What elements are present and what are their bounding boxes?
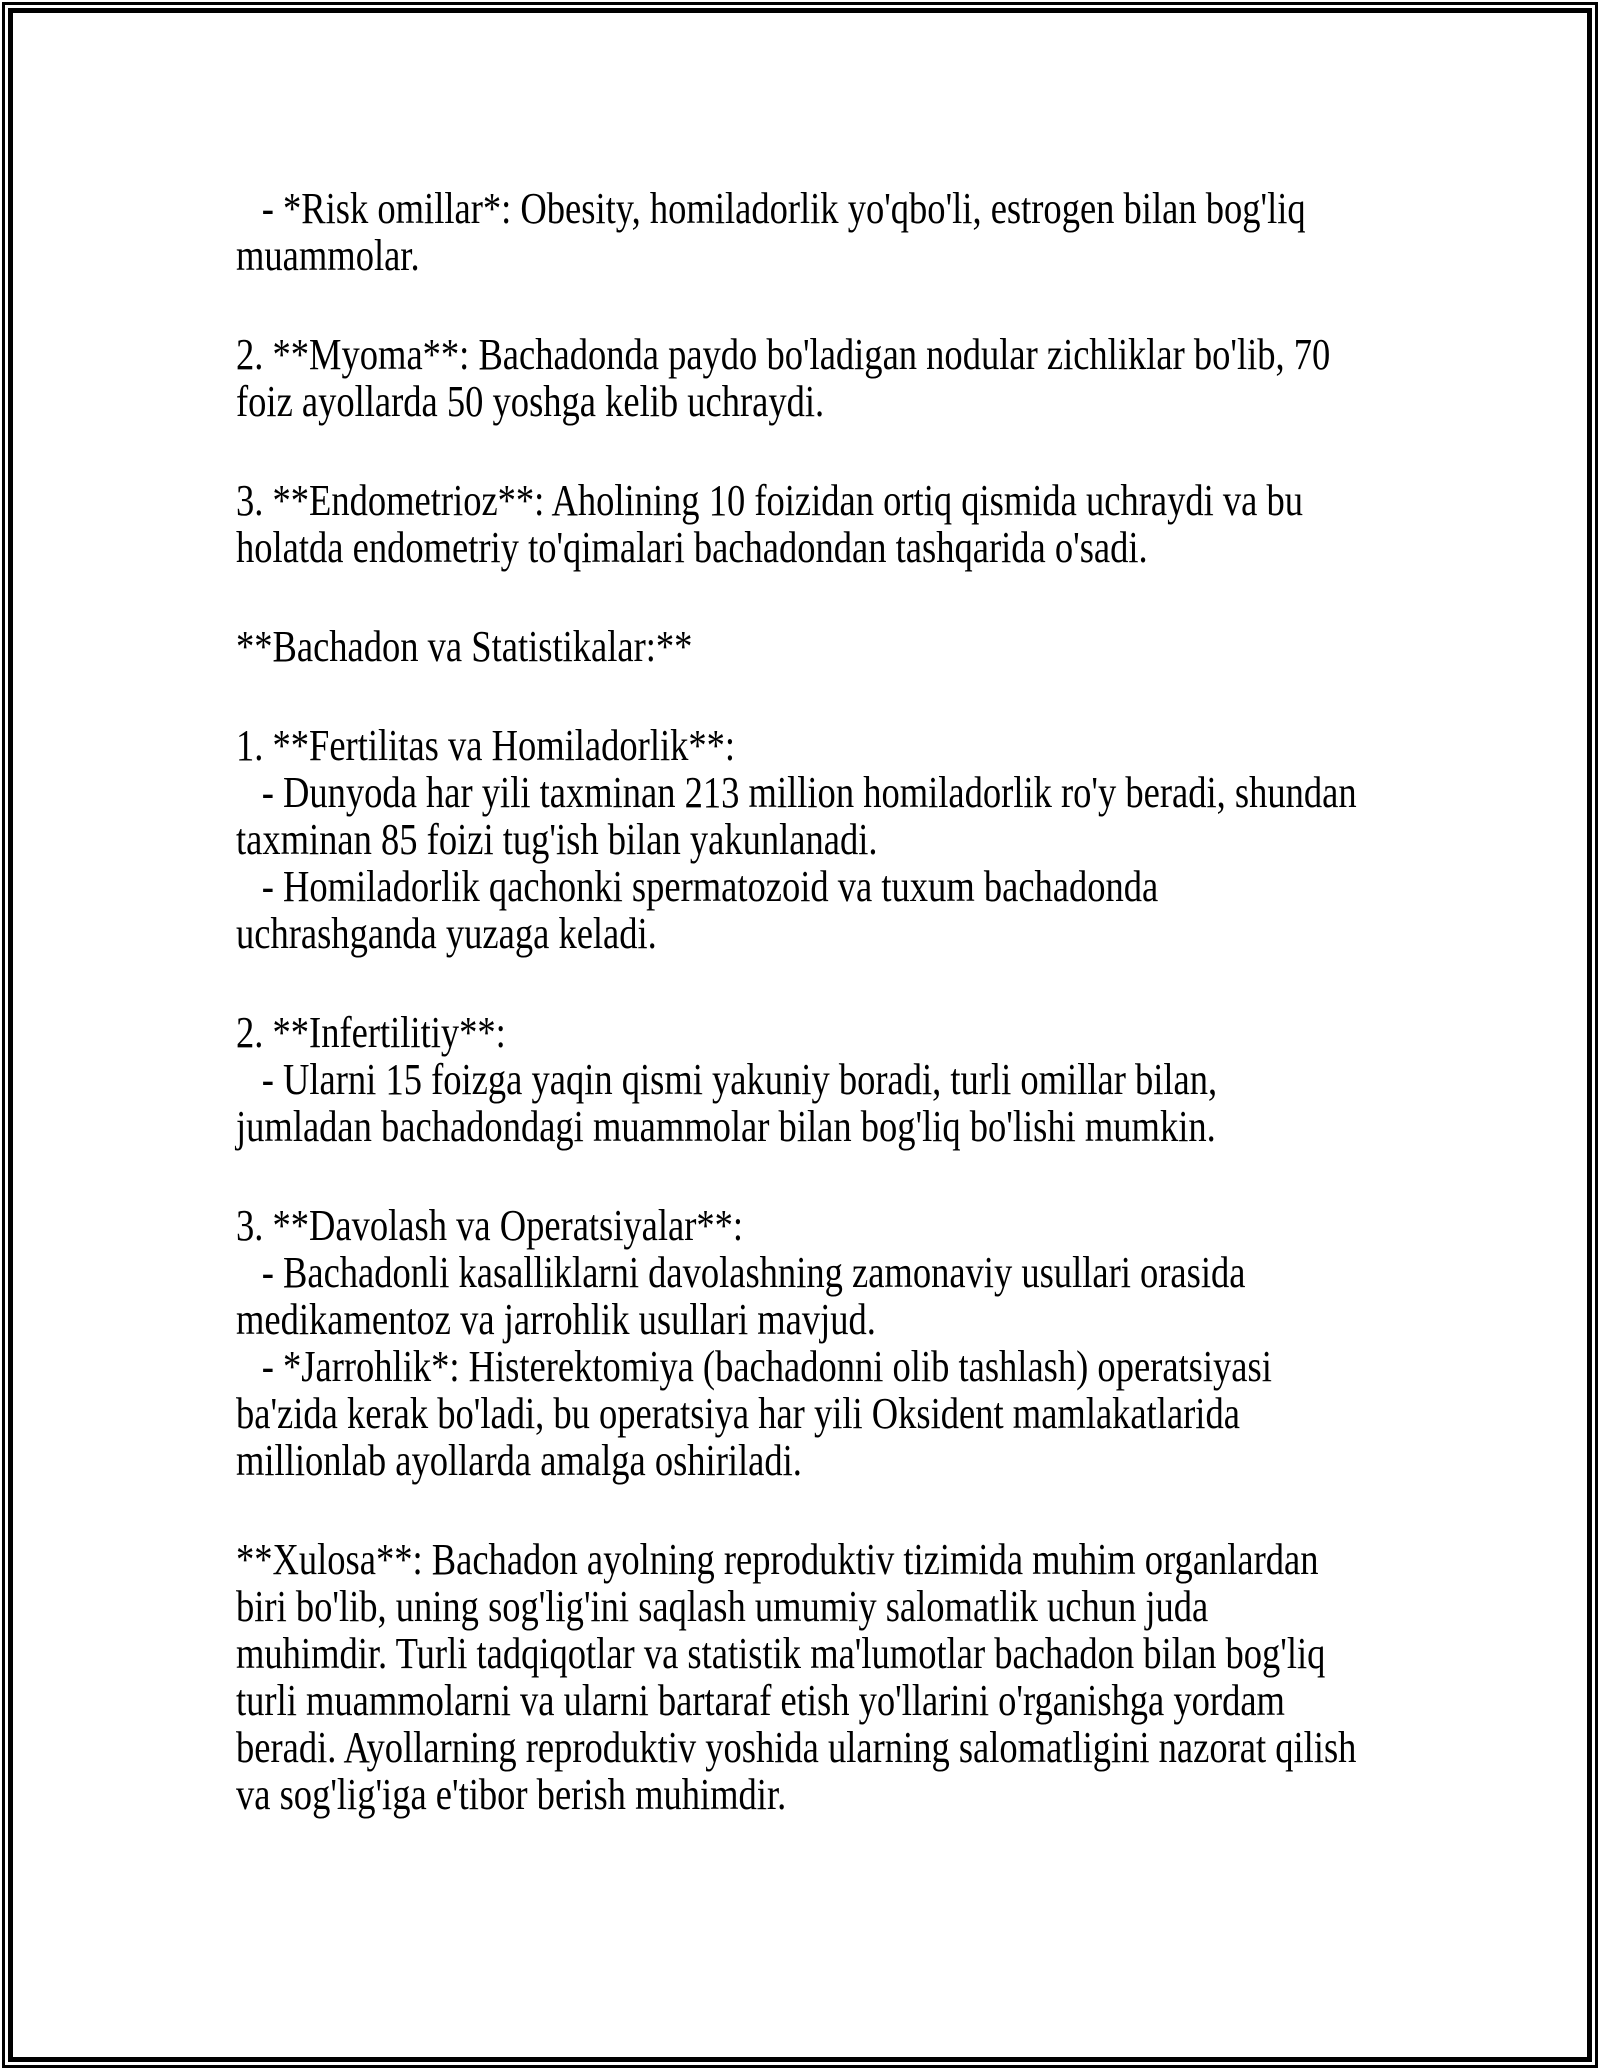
text-line: holatda endometriy to'qimalari bachadondan tashqarida o'sadi.	[236, 523, 1148, 572]
text-line: taxminan 85 foizi tug'ish bilan yakunlanadi.	[236, 815, 878, 864]
text-line: 3. **Davolash va Operatsiyalar**:	[236, 1201, 744, 1250]
paragraph	[236, 1202, 1398, 1484]
text-line: foiz ayollarda 50 yoshga kelib uchraydi.	[236, 377, 825, 426]
text-line: - Dunyoda har yili taxminan 213 million homiladorlik ro'y beradi, shundan	[261, 768, 1357, 817]
text-line: ba'zida kerak bo'ladi, bu operatsiya har yili Oksident mamlakatlarida	[236, 1389, 1240, 1438]
paragraph	[236, 331, 1398, 425]
text-line: va sog'lig'iga e'tibor berish muhimdir.	[236, 1770, 787, 1819]
text-line: **Xulosa**: Bachadon ayolning reproduktiv tizimida muhim organlardan	[236, 1535, 1319, 1584]
paragraph	[236, 623, 1398, 670]
document-text	[236, 185, 1398, 1870]
text-line: - Homiladorlik qachonki spermatozoid va tuxum bachadonda	[261, 862, 1159, 911]
text-line: - Bachadonli kasalliklarni davolashning zamonaviy usullari orasida	[261, 1248, 1246, 1297]
text-line: jumladan bachadondagi muammolar bilan bog'liq bo'lishi mumkin.	[236, 1102, 1216, 1151]
paragraph	[236, 1009, 1398, 1150]
paragraph	[236, 722, 1398, 957]
text-line: - *Risk omillar*: Obesity, homiladorlik yo'qbo'li, estrogen bilan bog'liq	[261, 184, 1306, 233]
paragraph	[236, 1536, 1398, 1818]
text-line: **Bachadon va Statistikalar:**	[236, 622, 693, 671]
text-line: 2. **Myoma**: Bachadonda paydo bo'ladigan nodular zichliklar bo'lib, 70	[236, 330, 1331, 379]
text-line: 1. **Fertilitas va Homiladorlik**:	[236, 721, 736, 770]
paragraph	[236, 477, 1398, 571]
text-line: medikamentoz va jarrohlik usullari mavjud.	[236, 1295, 876, 1344]
text-line: - Ularni 15 foizga yaqin qismi yakuniy boradi, turli omillar bilan,	[261, 1055, 1218, 1104]
paragraph	[236, 185, 1398, 279]
text-line: uchrashganda yuzaga keladi.	[236, 909, 657, 958]
text-line: 2. **Infertilitiy**:	[236, 1008, 506, 1057]
text-line: - *Jarrohlik*: Histerektomiya (bachadonni olib tashlash) operatsiyasi	[261, 1342, 1272, 1391]
text-line: muhimdir. Turli tadqiqotlar va statistik ma'lumotlar bachadon bilan bog'liq	[236, 1629, 1326, 1678]
text-line: turli muammolarni va ularni bartaraf etish yo'llarini o'rganishga yordam	[236, 1676, 1285, 1725]
text-line: 3. **Endometrioz**: Aholining 10 foizidan ortiq qismida uchraydi va bu	[236, 476, 1304, 525]
text-line: beradi. Ayollarning reproduktiv yoshida ularning salomatligini nazorat qilish	[236, 1723, 1357, 1772]
text-line: biri bo'lib, uning sog'lig'ini saqlash umumiy salomatlik uchun juda	[236, 1582, 1209, 1631]
text-line: muammolar.	[236, 231, 420, 280]
text-line: millionlab ayollarda amalga oshiriladi.	[236, 1436, 802, 1485]
